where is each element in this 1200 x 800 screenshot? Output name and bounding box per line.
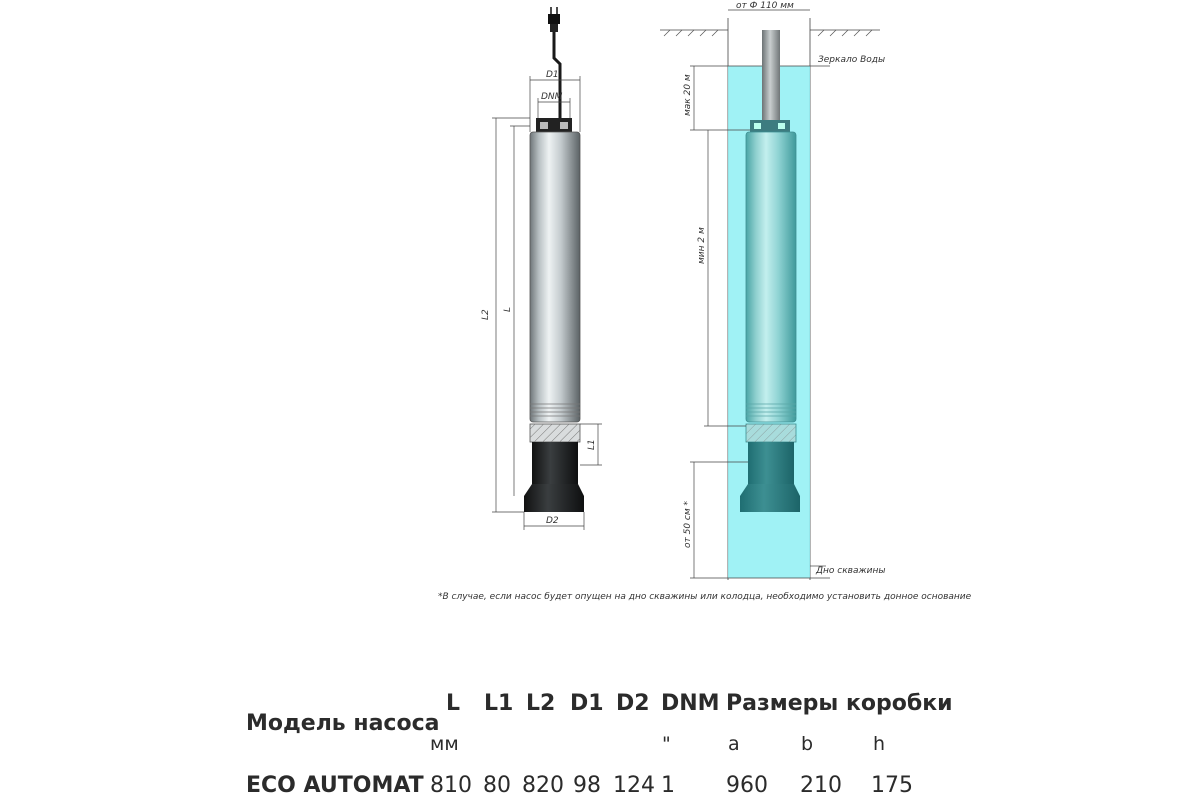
unit-box-a: a (728, 733, 740, 755)
header-d1: D1 (570, 691, 604, 716)
label-d2: D2 (546, 516, 559, 526)
header-d2: D2 (616, 691, 650, 716)
header-dnm: DNM (661, 691, 720, 716)
unit-mm: мм (430, 733, 459, 755)
value-box-h: 175 (871, 773, 913, 798)
label-depth-max: мак 20 м (683, 74, 693, 116)
header-l: L (446, 691, 461, 716)
well-installation (660, 10, 880, 580)
unit-box-b: b (801, 733, 814, 755)
label-bottom-gap: от 50 см * (683, 500, 693, 548)
label-dnm: DNM (541, 92, 563, 102)
unit-inch: " (662, 733, 671, 755)
row-model: ECO AUTOMAT (246, 773, 424, 798)
label-well-diameter: от Ф 110 мм (736, 1, 794, 11)
header-l1: L1 (484, 691, 514, 716)
unit-box-h: h (873, 733, 886, 755)
label-l1: L1 (587, 439, 597, 450)
value-l1: 80 (483, 773, 511, 798)
value-dnm: 1 (661, 773, 675, 798)
label-d1: D1 (546, 70, 559, 80)
header-box-size: Размеры коробки (726, 691, 953, 716)
header-l2: L2 (526, 691, 556, 716)
label-depth-min: мин 2 м (697, 227, 707, 264)
left-pump (524, 7, 584, 512)
value-l2: 820 (522, 773, 564, 798)
label-water-mirror: Зеркало Воды (818, 55, 886, 65)
value-d1: 98 (573, 773, 601, 798)
value-box-b: 210 (800, 773, 842, 798)
footnote: *В случае, если насос будет опущен на дно скважины или колодца, необходимо установить донное основание (438, 592, 972, 602)
label-l: L (503, 306, 513, 312)
label-l2: L2 (481, 309, 491, 320)
value-box-a: 960 (726, 773, 768, 798)
value-d2: 124 (613, 773, 655, 798)
plug-icon (548, 7, 560, 32)
label-well-bottom: Дно скважины (816, 566, 886, 576)
value-l: 810 (430, 773, 472, 798)
model-header: Модель насоса (246, 711, 440, 736)
